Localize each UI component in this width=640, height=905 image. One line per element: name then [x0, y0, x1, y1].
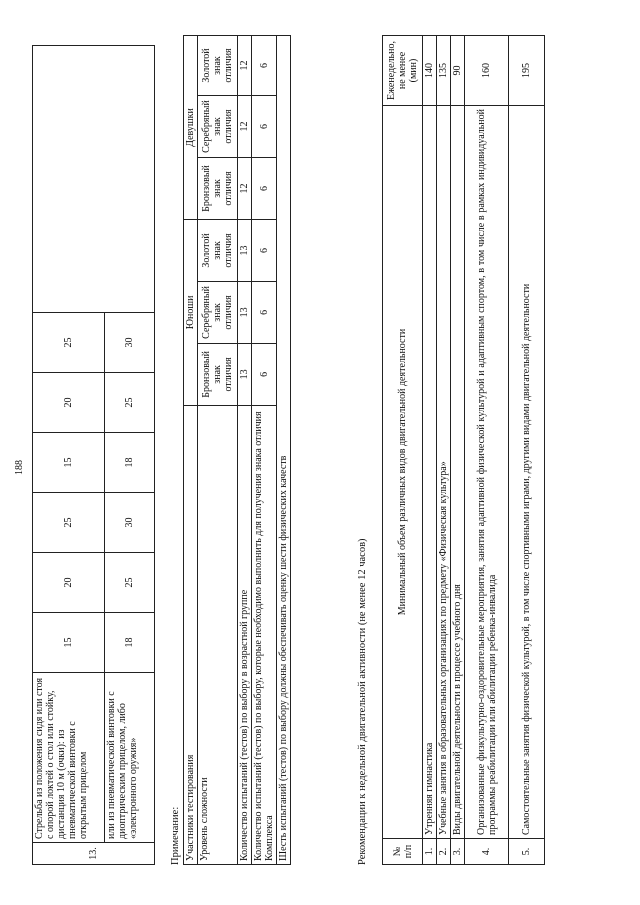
- note-table: [183, 35, 291, 865]
- rec-title: Рекомендации к недельной двигательной активности (не менее 12 часов): [357, 538, 368, 865]
- table-row: [383, 36, 423, 865]
- value-cell: 15: [33, 613, 105, 673]
- table-row: [33, 46, 105, 865]
- value-cell: 6: [252, 36, 277, 96]
- value-cell: 6: [252, 281, 277, 343]
- row-number: 5.: [509, 839, 545, 865]
- row-number: 13.: [33, 843, 155, 865]
- table-row: [423, 36, 437, 865]
- value-cell: 20: [33, 553, 105, 613]
- shooting-table: [32, 45, 155, 865]
- table-row: [509, 36, 545, 865]
- value-cell: 25: [33, 493, 105, 553]
- row-value: 135: [437, 36, 451, 106]
- value-cell: 15: [33, 433, 105, 493]
- table-row: [451, 36, 465, 865]
- level-label: Уровень сложности: [198, 405, 238, 864]
- value-cell: 20: [33, 373, 105, 433]
- level-cell: Золотой знак отличия: [198, 36, 238, 96]
- boys-header: Юноши: [184, 219, 198, 405]
- row-text: Организованные физкультурно-оздоровительные мероприятия, занятия адаптивной физической культурой и адаптивным спортом, в том числе в рамках индивидуальной программы реабилитации или абилитации ребенка-инвалида: [465, 106, 509, 839]
- header-type: Минимальный объем различных видов двигательной деятельности: [383, 106, 423, 839]
- table-row: [198, 36, 238, 865]
- girls-header: Девушки: [184, 36, 198, 220]
- value-cell: 13: [238, 343, 252, 405]
- row-text: Учебные занятия в образовательных организациях по предмету «Физическая культура»: [437, 106, 451, 839]
- level-cell: Серебряный знак отличия: [198, 281, 238, 343]
- value-cell: 12: [238, 96, 252, 158]
- value-cell: 25: [105, 553, 155, 613]
- row-text: Утренняя гимнастика: [423, 106, 437, 839]
- row-text: Виды двигательной деятельности в процессе учебного дня: [451, 106, 465, 839]
- value-cell: 6: [252, 158, 277, 220]
- level-cell: Серебряный знак отличия: [198, 96, 238, 158]
- row-number: 2.: [437, 839, 451, 865]
- header-number: № п/п: [383, 839, 423, 865]
- row-value: 90: [451, 36, 465, 106]
- value-cell: 6: [252, 219, 277, 281]
- level-cell: Золотой знак отличия: [198, 219, 238, 281]
- table-row: [238, 36, 252, 865]
- value-cell: 13: [238, 219, 252, 281]
- value-cell: 13: [238, 281, 252, 343]
- table-row: [437, 36, 451, 865]
- header-weekly: Еженедельно, не менее (мин): [383, 36, 423, 106]
- row-number: 4.: [465, 839, 509, 865]
- row-text: Самостоятельные занятия физической культурой, в том числе спортивными играми, другими видами двигательной деятельности: [509, 106, 545, 839]
- level-cell: Бронзовый знак отличия: [198, 158, 238, 220]
- value-cell: 12: [238, 158, 252, 220]
- shooting-desc-b: или из пневматической винтовки с диоптрическим прицелом, либо «электронного оружия»: [105, 673, 155, 843]
- value-cell: 25: [105, 373, 155, 433]
- row-number: 1.: [423, 839, 437, 865]
- recommendations-table: [382, 35, 545, 865]
- value-cell: 6: [252, 343, 277, 405]
- table-row: [252, 36, 277, 865]
- row-label: Количество испытаний (тестов) по выбору в возрастной группе: [238, 405, 252, 864]
- value-cell: 18: [105, 613, 155, 673]
- row-value: 195: [509, 36, 545, 106]
- row-number: 3.: [451, 839, 465, 865]
- level-cell: Бронзовый знак отличия: [198, 343, 238, 405]
- row-label: Количество испытаний (тестов) по выбору, которые необходимо выполнить для получения знака отличия Комплекса: [252, 405, 277, 864]
- value-cell: 30: [105, 313, 155, 373]
- empty-cell: [33, 46, 155, 313]
- shooting-desc-a: Стрельба из положения сидя или стоя с опорой локтей о стол или стойку, дистанция 10 м (очки): из пневматической винтовки с открытым прицелом: [33, 673, 105, 843]
- value-cell: 12: [238, 36, 252, 96]
- value-cell: 6: [252, 96, 277, 158]
- table-row: [277, 36, 291, 865]
- note-footer: Шесть испытаний (тестов) по выбору должны обеспечивать оценку шести физических качеств: [277, 36, 291, 865]
- value-cell: 18: [105, 433, 155, 493]
- participants-label: Участники тестирования: [184, 405, 198, 864]
- table-row: [465, 36, 509, 865]
- row-value: 160: [465, 36, 509, 106]
- value-cell: 30: [105, 493, 155, 553]
- table-row: [184, 36, 198, 865]
- note-title: Примечание:: [170, 806, 181, 865]
- value-cell: 25: [33, 313, 105, 373]
- page-number: 188: [14, 460, 25, 475]
- row-value: 140: [423, 36, 437, 106]
